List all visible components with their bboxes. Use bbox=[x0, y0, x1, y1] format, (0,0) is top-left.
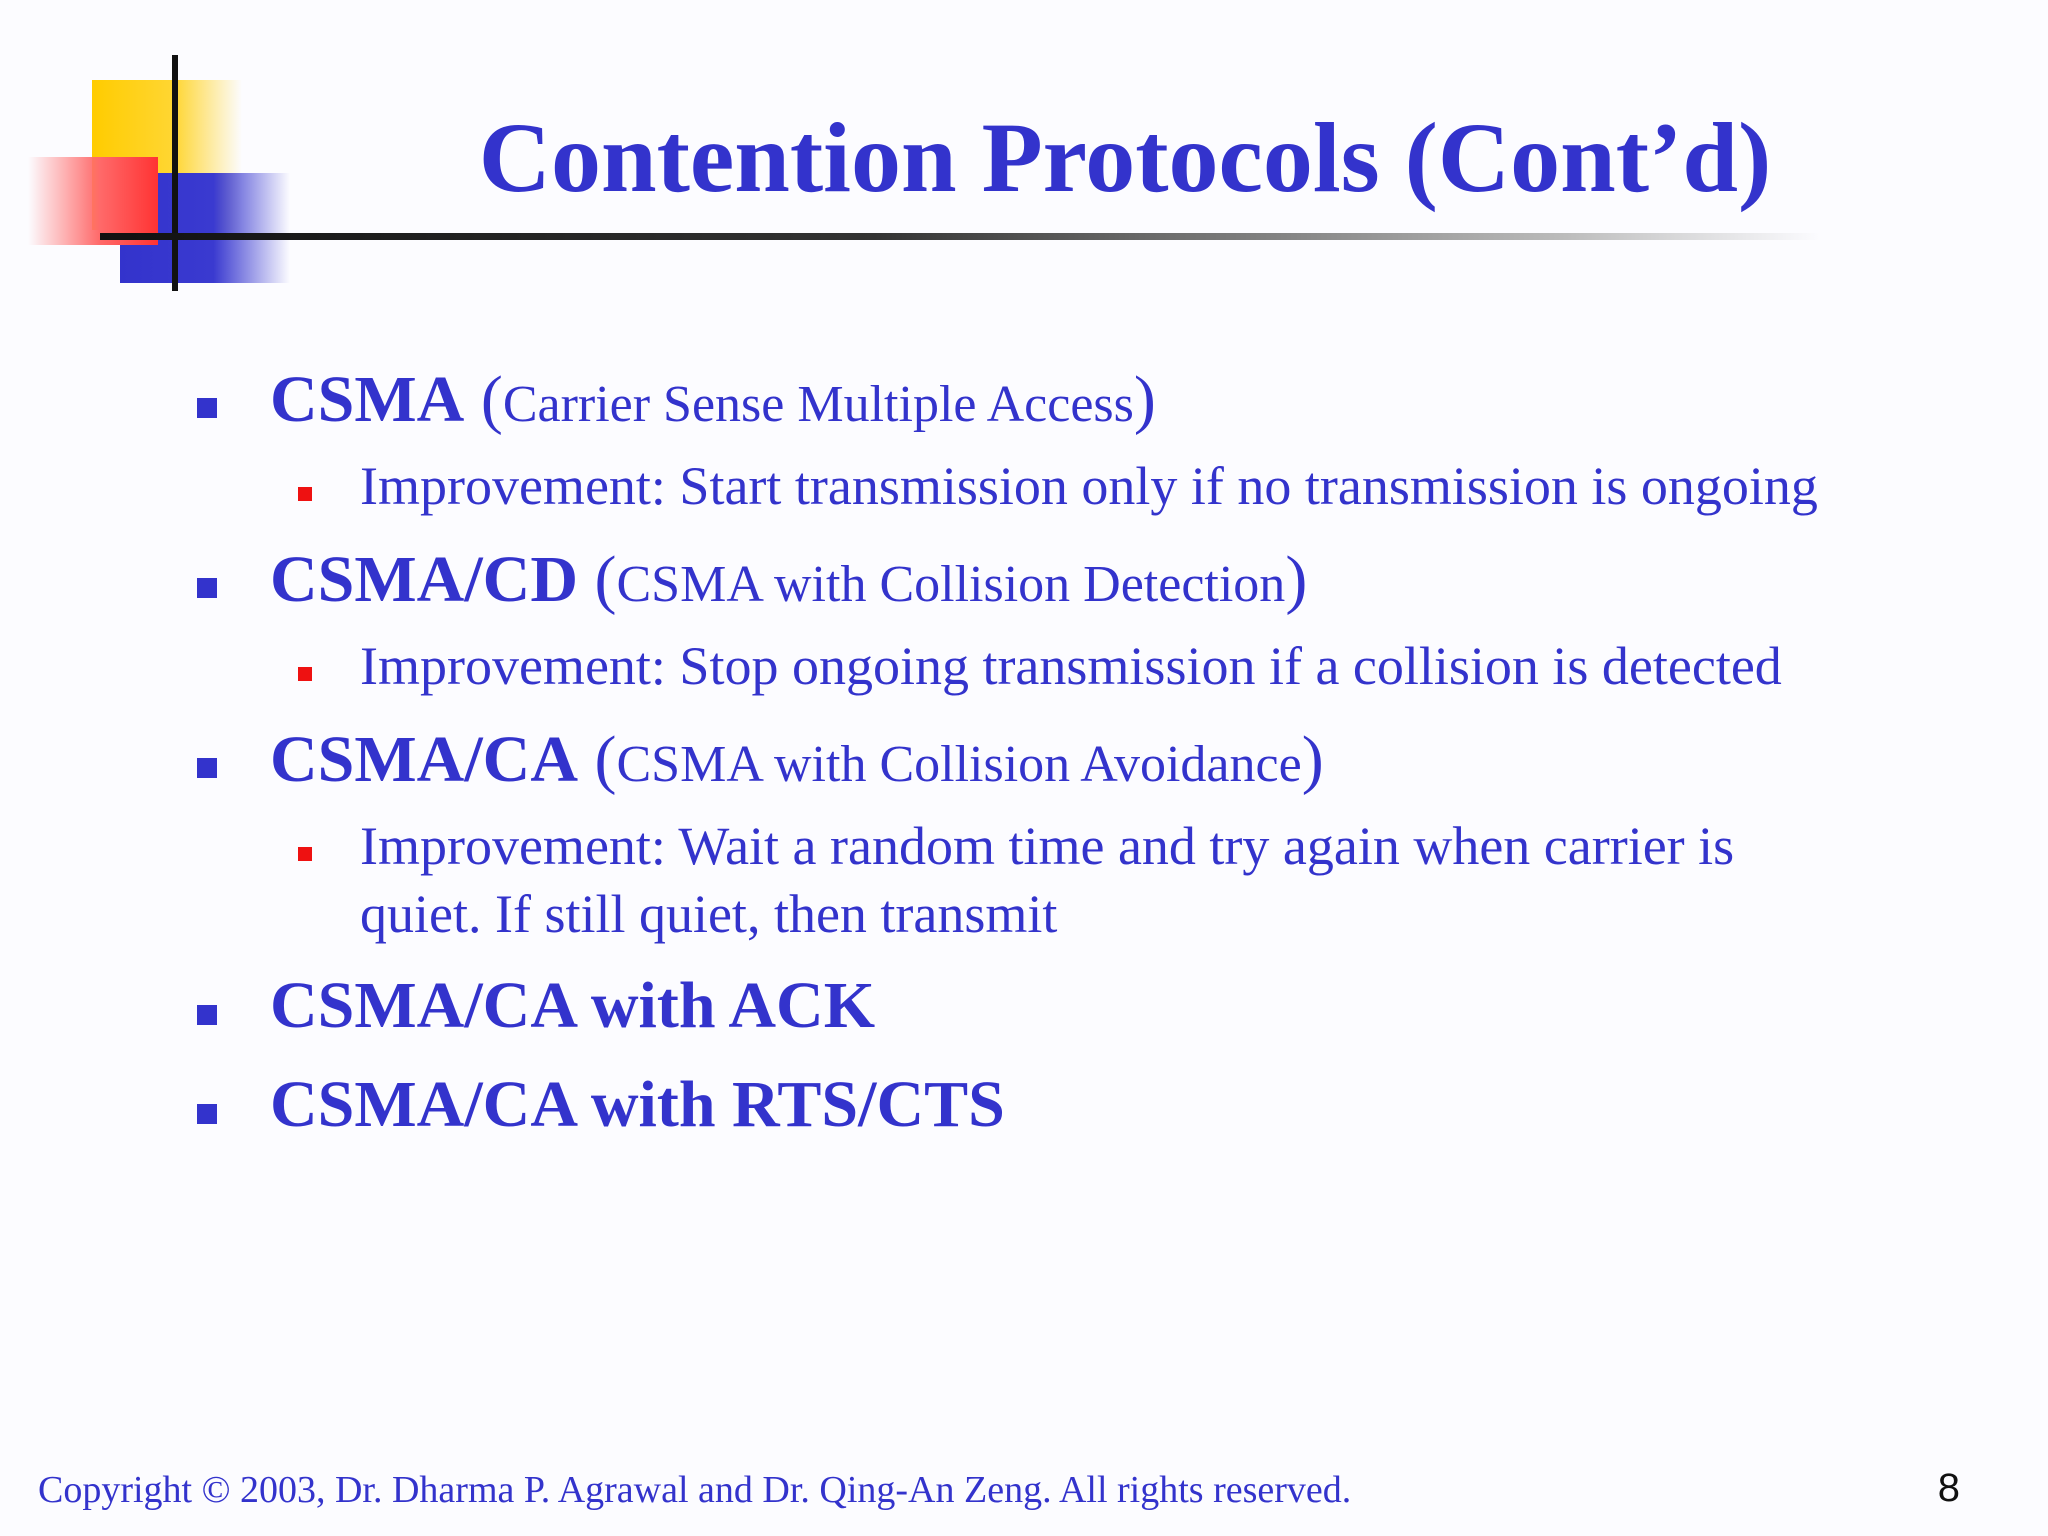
paren-open: ( bbox=[594, 723, 617, 796]
bullet-square-icon bbox=[197, 1005, 217, 1025]
page-number: 8 bbox=[1937, 1466, 1960, 1510]
sub-bullet-text: Improvement: Wait a random time and try again when carrier is bbox=[360, 816, 1735, 876]
bullet-term: CSMA/CD bbox=[270, 543, 578, 616]
bullet-term: CSMA/CA with RTS/CTS bbox=[270, 1068, 1005, 1141]
copyright-footer: Copyright © 2003, Dr. Dharma P. Agrawal and Dr. Qing-An Zeng. All rights reserved. bbox=[38, 1469, 1352, 1511]
paren-open: ( bbox=[594, 543, 617, 616]
sub-bullet-square-icon bbox=[298, 847, 312, 861]
bullet-item bbox=[270, 720, 1324, 805]
bullet-term: CSMA/CA with ACK bbox=[270, 969, 876, 1042]
sub-bullet-square-icon bbox=[298, 487, 312, 501]
bullet-item bbox=[270, 360, 1156, 445]
bullet-item bbox=[270, 1065, 1005, 1145]
paren-close: ) bbox=[1133, 363, 1156, 436]
bullet-term: CSMA/CA bbox=[270, 723, 578, 796]
bullet-item bbox=[270, 966, 875, 1046]
bullet-description: CSMA with Collision Avoidance bbox=[616, 736, 1302, 793]
bullet-term: CSMA bbox=[270, 363, 465, 436]
bullet-square-icon bbox=[197, 398, 217, 418]
paren-open: ( bbox=[480, 363, 503, 436]
bullet-description: CSMA with Collision Detection bbox=[616, 556, 1286, 613]
bullet-description: Carrier Sense Multiple Access bbox=[502, 376, 1134, 433]
bullet-item bbox=[270, 540, 1307, 625]
sub-bullet-text: Improvement: Start transmission only if no transmission is ongoing bbox=[360, 456, 1818, 516]
paren-close: ) bbox=[1285, 543, 1308, 616]
bullet-square-icon bbox=[197, 578, 217, 598]
paren-close: ) bbox=[1301, 723, 1324, 796]
bullet-square-icon bbox=[197, 1104, 217, 1124]
sub-bullet-square-icon bbox=[298, 667, 312, 681]
sub-bullet-text: Improvement: Stop ongoing transmission if a collision is detected bbox=[360, 636, 1782, 696]
slide-title: Contention Protocols (Cont’d) bbox=[478, 102, 1772, 213]
bullet-square-icon bbox=[197, 758, 217, 778]
sub-bullet-text-continued: quiet. If still quiet, then transmit bbox=[360, 884, 1058, 944]
